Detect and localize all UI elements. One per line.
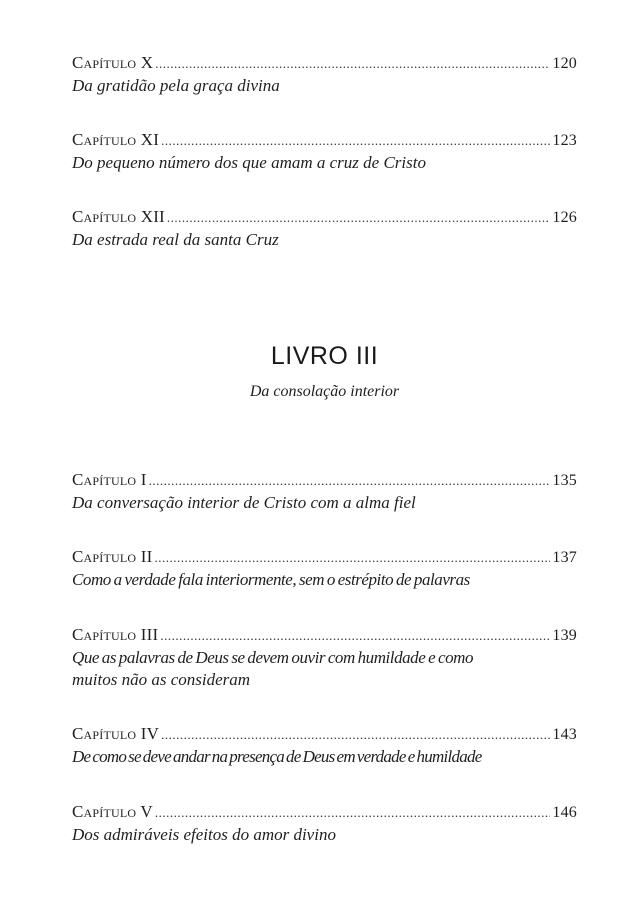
page-number: 120 (552, 55, 577, 72)
chapter-label: Capítulo X (72, 53, 154, 72)
toc-entry-header (72, 129, 577, 152)
dot-leader (160, 625, 550, 647)
page-number: 135 (552, 472, 577, 489)
chapter-title: Como a verdade fala interiormente, sem o estrépito de palavras (72, 570, 470, 589)
chapter-title: Da gratidão pela graça divina (72, 76, 280, 95)
toc-entry (72, 206, 577, 251)
chapter-title-line-1: Que as palavras de Deus se devem ouvir com humildade e como (72, 648, 474, 667)
book-heading: LIVRO III (270, 342, 379, 370)
chapter-title: Da estrada real da santa Cruz (72, 230, 279, 249)
chapter-title: Do pequeno número dos que amam a cruz de Cristo (72, 153, 426, 172)
dot-leader (154, 547, 550, 569)
toc-entry (72, 723, 577, 768)
chapter-label: Capítulo I (72, 470, 147, 489)
chapter-label: Capítulo XI (72, 130, 160, 149)
toc-entry-header (72, 469, 577, 492)
dot-leader (149, 470, 551, 492)
page-number: 143 (552, 726, 577, 743)
toc-entry-header (72, 52, 577, 75)
page-number: 126 (552, 209, 577, 226)
toc-entry-header (72, 624, 577, 647)
toc-entry (72, 469, 577, 514)
toc-entry (72, 801, 577, 846)
toc-entry-header (72, 546, 577, 569)
chapter-label: Capítulo IV (72, 724, 160, 743)
chapter-title: Dos admiráveis efeitos do amor divino (72, 825, 336, 844)
book-subtitle: Da consolação interior (249, 383, 400, 400)
chapter-label: Capítulo V (72, 802, 153, 821)
page-number: 137 (552, 549, 577, 566)
chapter-label: Capítulo III (72, 625, 159, 644)
toc-entry (72, 546, 577, 591)
chapter-title: Da conversação interior de Cristo com a alma fiel (72, 493, 416, 512)
dot-leader (167, 207, 550, 229)
dot-leader (161, 724, 550, 746)
page-number: 139 (552, 627, 577, 644)
chapter-title-line-2: muitos não as consideram (72, 670, 251, 689)
dot-leader (155, 53, 550, 75)
toc-entry (72, 624, 577, 691)
toc-entry (72, 52, 577, 97)
toc-entry-header (72, 801, 577, 824)
chapter-label: Capítulo XII (72, 207, 165, 226)
page-number: 123 (552, 132, 577, 149)
toc-entry (72, 129, 577, 174)
toc-entry-header (72, 206, 577, 229)
dot-leader (161, 130, 550, 152)
toc-entry-header (72, 723, 577, 746)
chapter-label: Capítulo II (72, 547, 153, 566)
chapter-title: De como se deve andar na presença de Deus em verdade e humildade (72, 747, 482, 766)
page-number: 146 (552, 804, 577, 821)
dot-leader (155, 802, 551, 824)
